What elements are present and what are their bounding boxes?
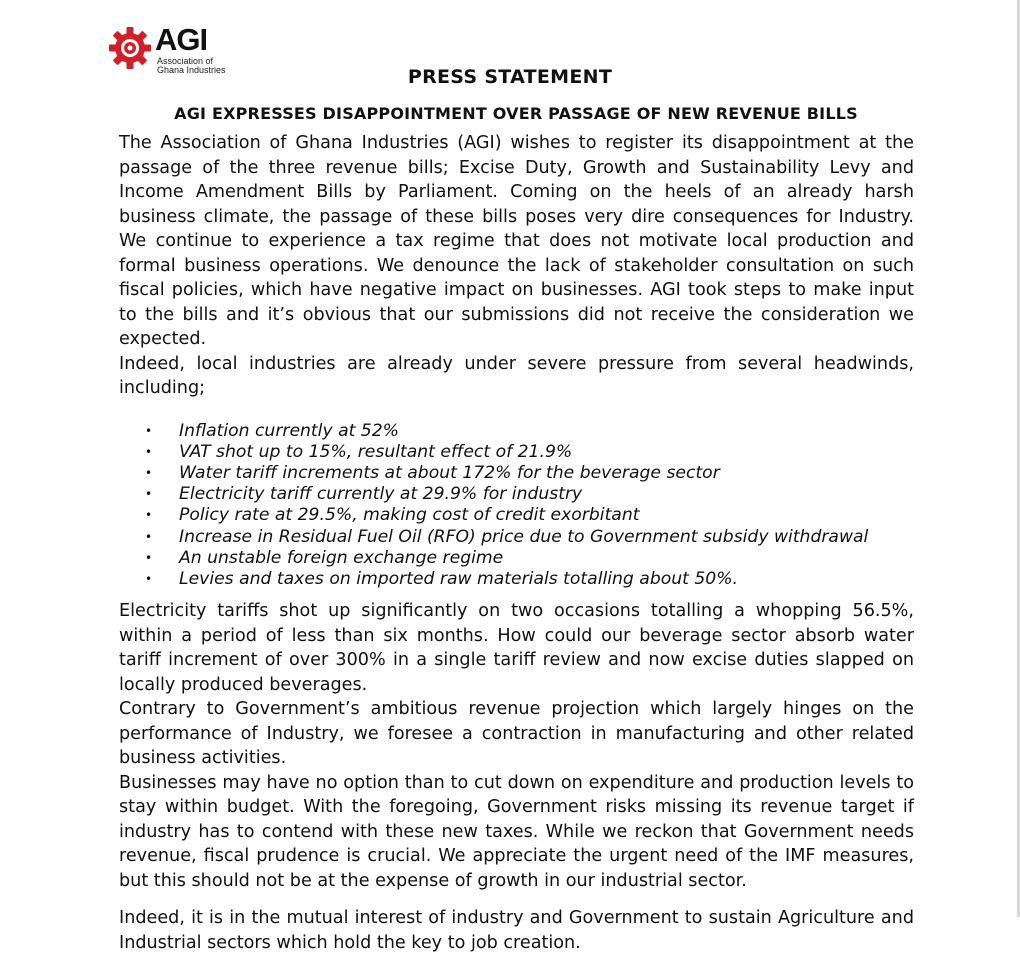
bullet-icon: • [145,465,153,480]
list-item-text: VAT shot up to 15%, resultant effect of 21.9% [179,441,573,462]
list-item [119,569,914,590]
list-item-text: Increase in Residual Fuel Oil (RFO) price due to Government subsidy withdrawal [179,526,869,547]
statement-body [119,131,914,955]
list-item [119,421,914,442]
bullet-icon: • [145,529,153,544]
paragraph-intro: The Association of Ghana Industries (AGI) wishes to register its disappointment at the passage of the three revenue bills; Excise Duty, Growth and Sustainability Levy and Income Amendment Bills by Parliament. Coming on the heels of an already harsh business climate, the passage of these bills poses very dire consequences for Industry. We continue to experience a tax regime that does not motivate local production and formal business operations. We denounce the lack of stakeholder consultation on such fiscal policies, which have negative impact on businesses. AGI took steps to make input to the bills and it’s obvious that our submissions did not receive the consideration we expected. [119,133,914,349]
list-item [119,505,914,526]
paragraph-headwinds-intro: Indeed, local industries are already under severe pressure from several headwinds, including; [119,353,914,398]
list-item-text: Policy rate at 29.5%, making cost of credit exorbitant [179,505,640,526]
list-item [119,463,914,484]
list-item [119,484,914,505]
logo-wordmark: AGI [155,22,208,57]
logo-subtitle-line2: Ghana Industries [157,65,226,75]
bullet-icon: • [145,508,153,523]
list-item-text: Water tariff increments at about 172% for the beverage sector [179,462,720,483]
paragraph-conclusion: Indeed, it is in the mutual interest of industry and Government to sustain Agriculture and Industrial sectors which hold the key to job creation. [119,908,914,953]
bullet-icon: • [145,571,153,586]
bullet-icon: • [145,487,153,502]
list-item [119,527,914,548]
paragraph-revenue-projection: Contrary to Government’s ambitious revenue projection which largely hinges on the performance of Industry, we foresee a contraction in manufacturing and other related business activities. [119,699,914,769]
paragraph-electricity-tariffs: Electricity tariffs shot up significantly on two occasions totalling a whopping 56.5%, within a period of less than six months. How could our beverage sector absorb water tariff increment of over 300% in a single tariff review and now excise duties slapped on locally produced beverages. [119,601,914,695]
list-item-text: Electricity tariff currently at 29.9% for industry [179,484,583,505]
list-item [119,548,914,569]
bullet-icon: • [145,550,153,565]
page-title: PRESS STATEMENT [407,66,613,88]
paragraph-gap [119,893,914,906]
bullet-icon: • [145,423,153,438]
list-item-text: Levies and taxes on imported raw materials totalling about 50%. [179,568,739,589]
logo-subtitle-line1: Association of [157,56,214,66]
bullet-icon: • [145,444,153,459]
list-item-text: An unstable foreign exchange regime [179,547,504,568]
headline: AGI EXPRESSES DISAPPOINTMENT OVER PASSAGE OF NEW REVENUE BILLS [174,104,858,123]
list-item-text: Inflation currently at 52% [179,420,400,441]
headwinds-list [119,421,914,591]
paragraph-expenditure: Businesses may have no option than to cut down on expenditure and production levels to stay within budget. With the foregoing, Government risks missing its revenue target if industry has to contend with these new taxes. While we reckon that Government needs revenue, fiscal prudence is crucial. We appreciate the urgent need of the IMF measures, but this should not be at the expense of growth in our industrial sector. [119,772,914,891]
list-item [119,442,914,463]
